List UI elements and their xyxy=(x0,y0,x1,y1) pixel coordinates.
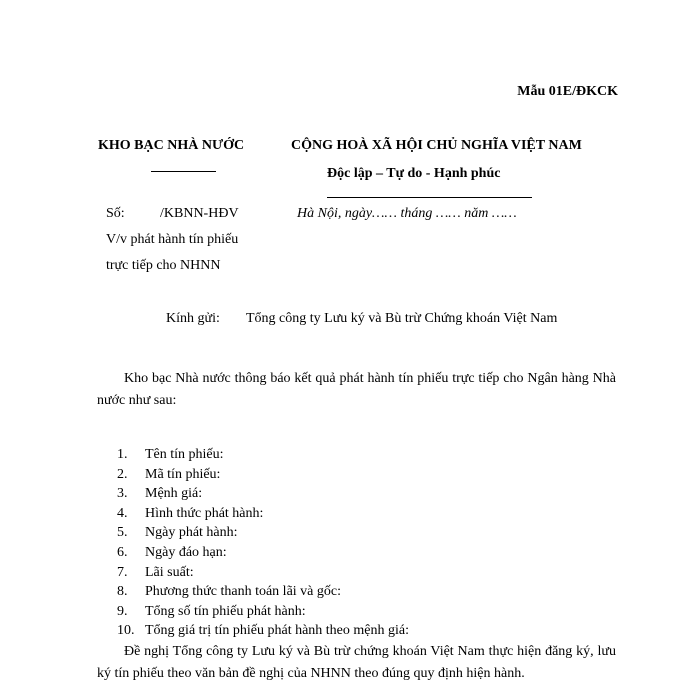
list-item-text: Tên tín phiếu: xyxy=(145,447,224,462)
national-title: CỘNG HOÀ XÃ HỘI CHỦ NGHĨA VIỆT NAM xyxy=(291,138,582,153)
list-item-text: Mã tín phiếu: xyxy=(145,466,221,482)
list-item xyxy=(117,621,409,641)
list-item-text: Ngày đáo hạn: xyxy=(145,544,227,560)
national-motto: Độc lập – Tự do - Hạnh phúc xyxy=(327,166,501,181)
closing-paragraph: Đề nghị Tổng công ty Lưu ký và Bù trừ chứng khoán Việt Nam thực hiện đăng ký, lưu ký tín phiếu theo văn bản đề nghị của NHNN theo đúng quy định hiện hành. xyxy=(97,644,616,681)
info-list xyxy=(117,445,409,641)
list-item-text: Tổng số tín phiếu phát hành: xyxy=(145,603,306,619)
list-item-number: 5. xyxy=(117,525,128,541)
list-item-text: Hình thức phát hành: xyxy=(145,505,264,521)
recipient-name: Tổng công ty Lưu ký và Bù trừ Chứng khoán Việt Nam xyxy=(246,311,558,326)
list-item-text: Ngày phát hành: xyxy=(145,525,238,541)
list-item-text: Tổng giá trị tín phiếu phát hành theo mệnh giá: xyxy=(145,623,409,639)
list-item xyxy=(117,602,409,622)
agency-underline xyxy=(151,171,216,172)
list-item-number: 9. xyxy=(117,603,128,619)
list-item-number: 7. xyxy=(117,564,128,580)
list-item-number: 4. xyxy=(117,505,128,521)
document-number-value: /KBNN-HĐV xyxy=(160,206,239,221)
list-item xyxy=(117,484,409,504)
list-item-number: 3. xyxy=(117,486,128,502)
list-item xyxy=(117,523,409,543)
form-code: Mẫu 01E/ĐKCK xyxy=(517,84,618,99)
list-item-number: 10. xyxy=(117,623,135,639)
intro-paragraph: Kho bạc Nhà nước thông báo kết quả phát hành tín phiếu trực tiếp cho Ngân hàng Nhà nước như sau: xyxy=(97,371,616,408)
issuing-agency: KHO BẠC NHÀ NƯỚC xyxy=(98,138,245,153)
list-item-number: 8. xyxy=(117,584,128,600)
document-number-label: Số: xyxy=(106,206,125,221)
list-item-number: 1. xyxy=(117,447,128,462)
list-item xyxy=(117,563,409,583)
list-item-number: 6. xyxy=(117,544,128,560)
subject-line-2: trực tiếp cho NHNN xyxy=(106,258,221,273)
list-item xyxy=(117,504,409,524)
list-item xyxy=(117,582,409,602)
list-item-text: Lãi suất: xyxy=(145,564,194,580)
list-item-text: Mệnh giá: xyxy=(145,486,203,502)
motto-underline xyxy=(327,197,532,198)
list-item-text: Phương thức thanh toán lãi và gốc: xyxy=(145,584,341,600)
subject-line-1: V/v phát hành tín phiếu xyxy=(106,232,239,247)
list-item xyxy=(117,543,409,563)
list-item-number: 2. xyxy=(117,466,128,482)
list-item xyxy=(117,445,409,465)
place-and-date: Hà Nội, ngày…… tháng …… năm …… xyxy=(297,206,517,221)
recipient-label: Kính gửi: xyxy=(166,311,220,326)
list-item xyxy=(117,465,409,485)
